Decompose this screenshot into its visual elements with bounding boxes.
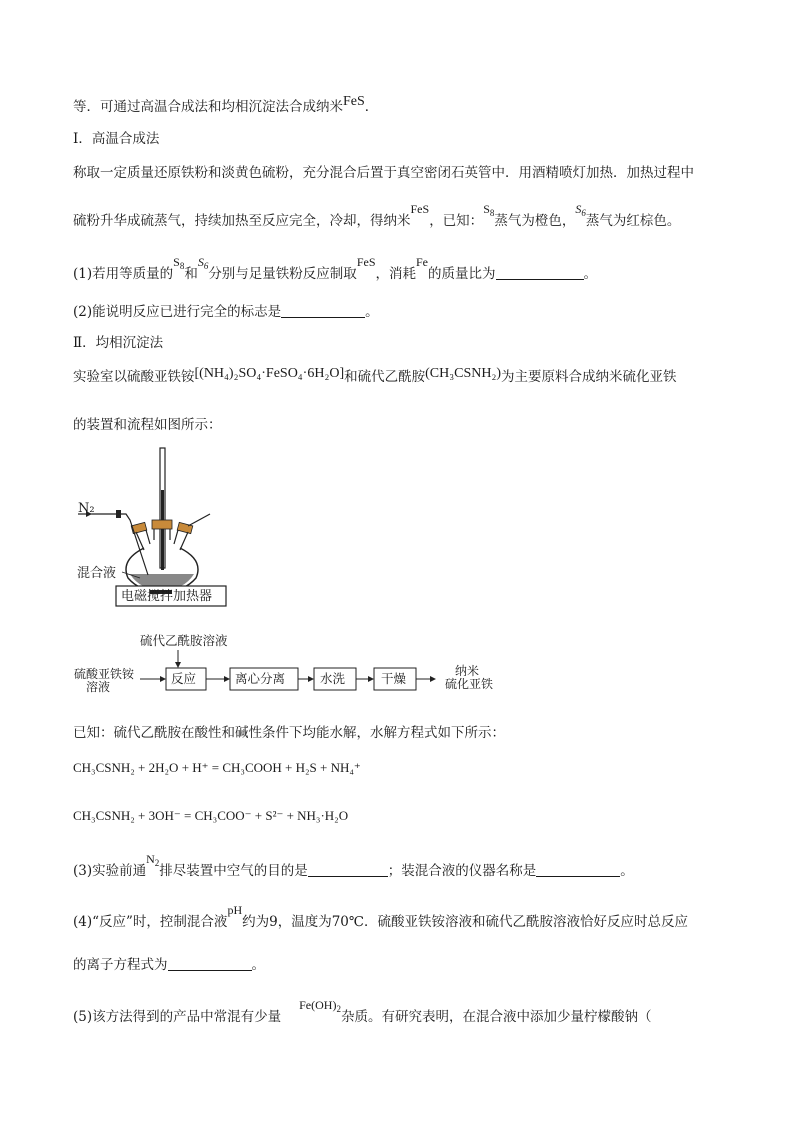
q1-text-e: 的质量比为 — [428, 266, 496, 282]
q3-end: 。 — [620, 863, 634, 879]
p2-text-c: 蒸气为橙色， — [494, 213, 576, 229]
section1-title: Ⅰ．高温合成法 — [73, 131, 160, 147]
answer-blank[interactable] — [168, 956, 252, 971]
q5-text-a: (5)该方法得到的产品中常混有少量 — [73, 1009, 282, 1025]
heater-label: 电磁搅拌加热器 — [121, 589, 213, 604]
answer-blank[interactable] — [536, 862, 620, 877]
fes-formula: FeS — [410, 202, 430, 216]
q2-end: 。 — [365, 304, 379, 320]
question-2 — [73, 303, 379, 321]
flow-top-input: 硫代乙酰胺溶液 — [140, 633, 228, 648]
section2-title: Ⅱ．均相沉淀法 — [73, 335, 164, 351]
flow-step-centrifuge: 离心分离 — [235, 671, 286, 686]
p2-text-a: 硫粉升华成硫蒸气，持续加热至反应完全，冷却，得纳米 — [73, 213, 411, 229]
s2-text-a: 实验室以硫酸亚铁铵 — [73, 369, 195, 385]
q1-text-d: ，消耗 — [375, 266, 416, 282]
fe-formula: Fe — [416, 255, 428, 269]
feoh2-formula: $Fe(OH)_2$ — [299, 998, 341, 1014]
section2-p1 — [73, 368, 677, 387]
fes-formula: FeS — [343, 94, 365, 109]
q3-text-c: ；装混合液的仪器名称是 — [387, 863, 537, 879]
hydrolysis-equation-base: CH₃CSNH₂ + 3OH⁻ = CH₃COO⁻ + S²⁻ + NH₃·H₂O — [73, 808, 349, 823]
question-4 — [73, 903, 688, 931]
flow-step-dry: 干燥 — [381, 671, 407, 686]
flow-left-input-1: 硫酸亚铁铵 — [74, 667, 135, 681]
section2-p2: 的装置和流程如图所示： — [73, 417, 222, 433]
n2-label: N₂ — [78, 501, 95, 516]
section1-p1: 称取一定质量还原铁粉和淡黄色硫粉，充分混合后置于真空密闭石英管中．用酒精喷灯加热．加热过程中 — [73, 165, 694, 181]
q1-text-a: (1)若用等质量的 — [73, 266, 174, 282]
s6-formula: $S_6$ — [197, 255, 209, 271]
s6-formula: $S_6$ — [575, 202, 586, 218]
answer-blank[interactable] — [281, 303, 365, 318]
q3-text-a: (3)实验前通 — [73, 863, 147, 879]
p2-text-b: ，已知： — [429, 213, 484, 229]
q2-text: (2)能说明反应已进行完全的标志是 — [73, 304, 282, 320]
mix-liquid-label: 混合液 — [77, 566, 117, 581]
flow-step-wash: 水洗 — [320, 671, 346, 686]
q4-text-c: 的离子方程式为 — [73, 957, 168, 973]
fes-formula: FeS — [356, 255, 376, 269]
thioacetamide-formula: (CH₃CSNH₂) — [425, 366, 502, 381]
flow-output-2: 硫化亚铁 — [445, 677, 494, 691]
ph-symbol: pH — [227, 903, 243, 917]
q3-text-b: 排尽装置中空气的目的是 — [159, 863, 308, 879]
apparatus-diagram — [70, 440, 250, 610]
p2-text-d: 蒸气为红棕色。 — [585, 213, 681, 229]
q1-text-b: 和 — [184, 266, 198, 282]
hydrolysis-equation-acid: CH₃CSNH₂ + 2H₂O + H⁺ = CH₃COOH + H₂S + NH₄⁺ — [73, 760, 361, 775]
s8-formula: $S_8$ — [483, 202, 495, 218]
flow-left-input-2: 溶液 — [86, 680, 111, 694]
q4-text-b: 约为9，温度为70℃．硫酸亚铁铵溶液和硫代乙酰胺溶液恰好反应时总反应 — [242, 914, 688, 930]
q5-text-b: 杂质。有研究表明，在混合液中添加少量柠檬酸钠（ — [340, 1009, 652, 1025]
question-5 — [73, 998, 652, 1030]
section1-p2 — [73, 202, 681, 234]
question-3 — [73, 852, 634, 884]
flow-step-reaction: 反应 — [171, 671, 197, 686]
flow-output-1: 纳米 — [455, 664, 480, 678]
s2-text-c: 为主要原料合成纳米硫化亚铁 — [501, 369, 677, 385]
intro-line — [73, 94, 379, 117]
n2-formula: $N_2$ — [146, 852, 160, 868]
ammonium-iron-sulfate-formula: [(NH₄)₂SO₄·FeSO₄·6H₂O] — [194, 366, 345, 381]
q4-end: 。 — [251, 957, 265, 973]
question-1 — [73, 255, 597, 287]
answer-blank[interactable] — [308, 862, 388, 877]
q1-end: 。 — [583, 266, 597, 282]
known-text: 已知：硫代乙酰胺在酸性和碱性条件下均能水解，水解方程式如下所示： — [73, 725, 505, 741]
q1-text-c: 分别与足量铁粉反应制取 — [208, 266, 357, 282]
s8-formula: $S_8$ — [173, 255, 185, 271]
intro-text: 等．可通过高温合成法和均相沉淀法合成纳米 — [73, 99, 343, 115]
intro-end: ． — [364, 99, 379, 115]
answer-blank[interactable] — [496, 265, 584, 280]
s2-text-b: 和硫代乙酰胺 — [344, 369, 426, 385]
question-4-cont — [73, 956, 265, 974]
q4-text-a: (4)“反应”时，控制混合液 — [73, 914, 228, 930]
